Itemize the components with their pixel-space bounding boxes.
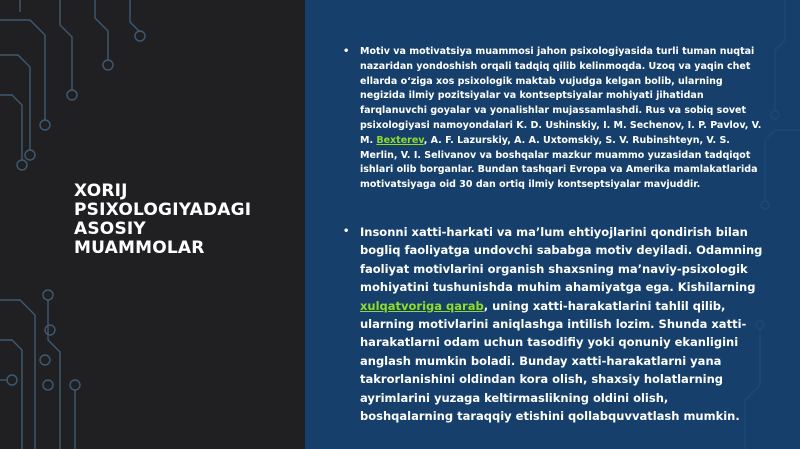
hyperlink-xulqatvoriga-qarab[interactable]: xulqatvoriga qarab	[360, 298, 484, 313]
bullet-item-motivation-history	[343, 45, 765, 193]
slide-title-line: PSIXOLOGIYADAGI	[74, 200, 252, 220]
bullet-text: , uning xatti-harakatlarini tahlil qilib, ularning motivlarini aniqlashga intilish lozim. Shunda xatti-harakatlarni odam uchun tasodifiy yoki qonuniy ekanligini anglash mumkin boladi. Bunday xatti-harakatlarni yana takrorlanishini oldindan kora olish, shaxsiy holatlarning ayrimlarini yuzaga keltirmaslikning oldini olish, boshqalarning taraqqiy etishini qollabquvvatlash mumkin.	[360, 298, 747, 424]
slide-title-line: ASOSIY	[74, 219, 146, 239]
bullet-text: Motiv va motivatsiya muammosi jahon psixologiyasida turli tuman nuqtai nazaridan yondoshish orqali tadqiq qilib kelinmoqda. Uzoq va yaqin chet ellarda o‘ziga xos psixologik maktab vujudga kelgan bolib, ularning negizida ilmiy pozitsiyalar va kontseptsiyalar mohiyati jihatidan farqlanuvchi goyalar va yonalishlar mujassamlashdi. Rus va sobiq sovet psixologiyasi namoyondalari K. D. Ushinskiy, I. M. Sechenov, I. P. Pavlov, V. M.	[360, 46, 762, 146]
bullet-text: Insonni xatti-harkati va ma’lum ehtiyojlarini qondirish bilan bogliq faoliyatga undovchi sababga motiv deyiladi. Odamning faoliyat motivlarini organish shaxsning ma’naviy-psixologik mohiyatini tushunishda muhim ahamiyatga ega. Kishilarning	[360, 225, 763, 295]
bullet-text: , A. F. Lazurskiy, A. A. Uxtomskiy, S. V. Rubinshteyn, V. S. Merlin, V. I. Selivanov va boshqalar mazkur muammo yuzasidan tadqiqot ishlari olib borganlar. Bundan tashqari Evropa va Amerika mamlakatlarida motivatsiyaga oid 30 dan ortiq ilmiy kontseptsiyalar mavjuddir.	[360, 134, 758, 191]
hyperlink-bexterev[interactable]: Bexterev	[376, 134, 424, 146]
bullet-item-motive-definition	[343, 223, 765, 425]
bullet-dot-icon: •	[343, 46, 350, 57]
slide-title	[74, 182, 294, 258]
slide-title-line: XORIJ	[74, 181, 128, 201]
bullet-dot-icon: •	[343, 226, 350, 237]
left-panel	[0, 0, 305, 449]
slide-title-line: MUAMMOLAR	[74, 238, 205, 258]
